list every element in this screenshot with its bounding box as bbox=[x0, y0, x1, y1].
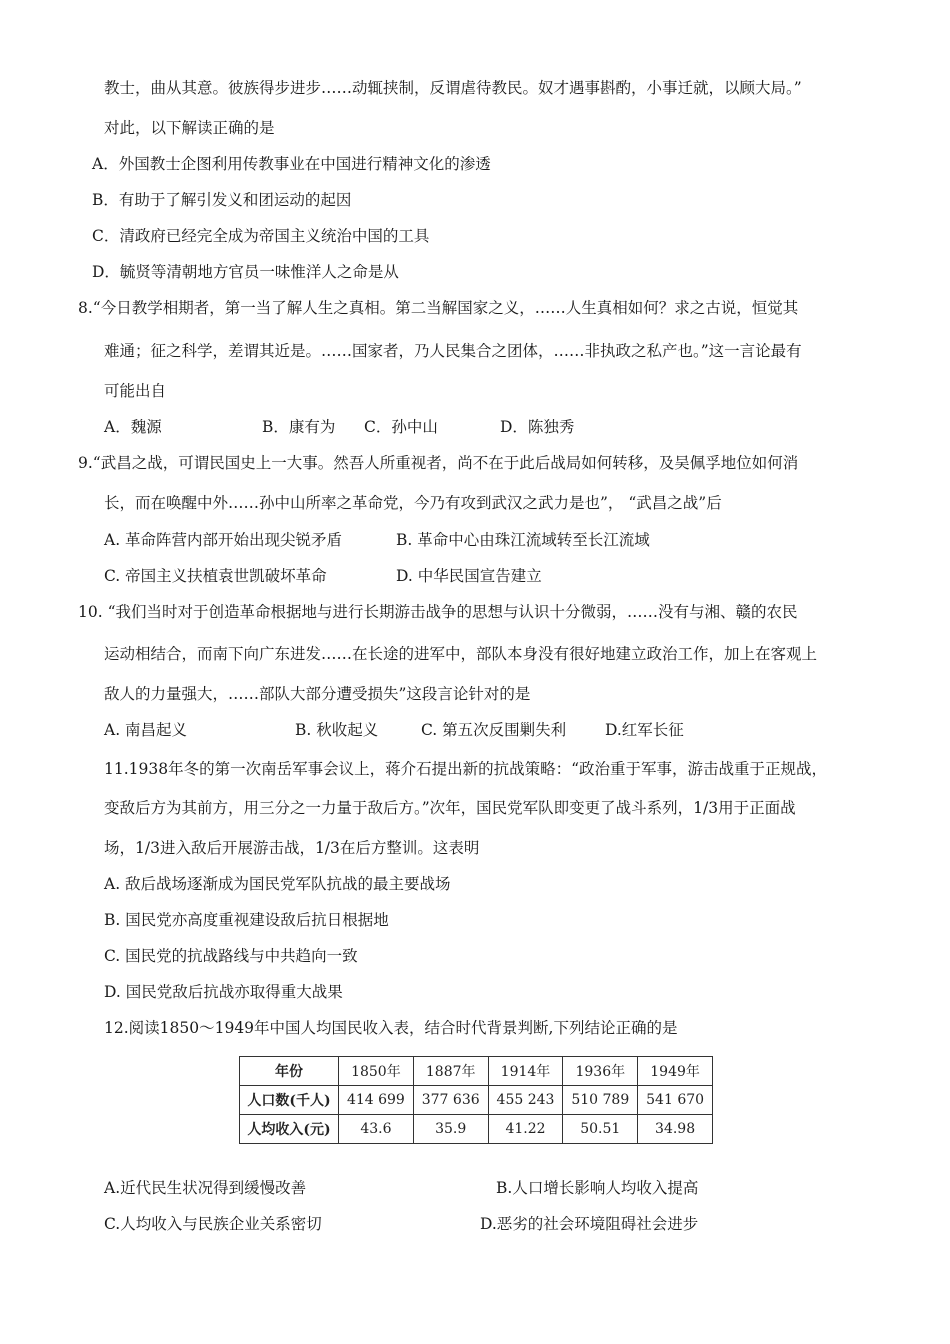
table-row bbox=[240, 1086, 713, 1115]
income-table bbox=[239, 1056, 713, 1144]
table-cell: 1887年 bbox=[413, 1057, 488, 1086]
q8-options-row bbox=[104, 417, 574, 437]
q8-option-c[interactable]: C．孙中山 bbox=[364, 418, 438, 436]
table-cell: 1936年 bbox=[563, 1057, 638, 1086]
q7-option-d[interactable]: D．毓贤等清朝地方官员一味惟洋人之命是从 bbox=[92, 263, 399, 281]
q10-option-b[interactable]: B. 秋收起义 bbox=[295, 721, 379, 739]
q7-option-b[interactable]: B．有助于了解引发义和团运动的起因 bbox=[92, 191, 352, 209]
table-cell: 455 243 bbox=[488, 1086, 563, 1115]
q9-stem-line-2: 长，而在唤醒中外……孙中山所率之革命党，今乃有攻到武汉之武力是也”， “武昌之战”后 bbox=[104, 494, 722, 512]
q11-option-b[interactable]: B. 国民党亦高度重视建设敌后抗日根据地 bbox=[104, 911, 389, 929]
q8-stem-line-2: 难通；征之科学，差谓其近是。……国家者，乃人民集合之团体，……非执政之私产也。”这一言论最有 bbox=[104, 342, 802, 360]
q11-stem-line-2: 变敌后方为其前方，用三分之一力量于敌后方。”次年，国民党军队即变更了战斗系列，1/3用于正面战 bbox=[104, 799, 796, 817]
q12-option-a[interactable]: A.近代民生状况得到缓慢改善 bbox=[104, 1179, 307, 1197]
q11-stem-line-1: 11.1938年冬的第一次南岳军事会议上，蒋介石提出新的抗战策略：“政治重于军事，游击战重于正规战， bbox=[104, 760, 828, 778]
q12-option-b[interactable]: B.人口增长影响人均收入提高 bbox=[496, 1179, 699, 1197]
q7-option-a[interactable]: A．外国教士企图利用传教事业在中国进行精神文化的渗透 bbox=[92, 155, 491, 173]
q7-option-c[interactable]: C．清政府已经完全成为帝国主义统治中国的工具 bbox=[92, 227, 430, 245]
table-cell: 35.9 bbox=[413, 1115, 488, 1144]
q12-stem: 12.阅读1850～1949年中国人均国民收入表，结合时代背景判断,下列结论正确的是 bbox=[104, 1019, 678, 1037]
table-cell: 50.51 bbox=[563, 1115, 638, 1144]
table-cell: 414 699 bbox=[339, 1086, 414, 1115]
q12-options-row-2 bbox=[104, 1214, 698, 1234]
table-cell: 541 670 bbox=[638, 1086, 713, 1115]
q9-options-row-1 bbox=[104, 530, 650, 550]
table-row bbox=[240, 1115, 713, 1144]
q10-option-d[interactable]: D.红军长征 bbox=[605, 721, 684, 739]
table-row bbox=[240, 1057, 713, 1086]
table-header-cell: 年份 bbox=[240, 1057, 339, 1086]
q9-option-d[interactable]: D. 中华民国宣告建立 bbox=[396, 567, 542, 585]
q10-stem-line-1: 10. “我们当时对于创造革命根据地与进行长期游击战争的思想与认识十分微弱，……没有与湘、赣的农民 bbox=[78, 603, 798, 621]
q7-quote-continuation: 教士，曲从其意。彼族得步进步……动辄挟制，反谓虐待教民。奴才遇事斟酌，小事迁就，以顾大局。” bbox=[104, 79, 802, 97]
table-cell: 1914年 bbox=[488, 1057, 563, 1086]
table-header-cell: 人口数(千人) bbox=[240, 1086, 339, 1115]
q12-options-row-1 bbox=[104, 1178, 698, 1198]
q11-option-c[interactable]: C. 国民党的抗战路线与中共趋向一致 bbox=[104, 947, 358, 965]
q9-stem-line-1: 9.“武昌之战，可谓民国史上一大事。然吾人所重视者，尚不在于此后战局如何转移，及吴佩孚地位如何消 bbox=[78, 454, 799, 472]
table-header-cell: 人均收入(元) bbox=[240, 1115, 339, 1144]
q8-option-b[interactable]: B．康有为 bbox=[262, 418, 336, 436]
table-cell: 1949年 bbox=[638, 1057, 713, 1086]
table-cell: 34.98 bbox=[638, 1115, 713, 1144]
q9-option-a[interactable]: A. 革命阵营内部开始出现尖锐矛盾 bbox=[104, 531, 343, 549]
table-cell: 1850年 bbox=[339, 1057, 414, 1086]
q10-options-row bbox=[104, 720, 684, 740]
q9-option-c[interactable]: C. 帝国主义扶植袁世凯破坏革命 bbox=[104, 567, 327, 585]
table-cell: 41.22 bbox=[488, 1115, 563, 1144]
q12-option-c[interactable]: C.人均收入与民族企业关系密切 bbox=[104, 1215, 322, 1233]
q9-options-row-2 bbox=[104, 566, 542, 586]
q11-option-a[interactable]: A. 敌后战场逐渐成为国民党军队抗战的最主要战场 bbox=[104, 875, 451, 893]
q11-stem-line-3: 场，1/3进入敌后开展游击战，1/3在后方整训。这表明 bbox=[104, 839, 480, 857]
q10-option-c[interactable]: C. 第五次反围剿失利 bbox=[421, 721, 567, 739]
table-cell: 377 636 bbox=[413, 1086, 488, 1115]
q11-option-d[interactable]: D. 国民党敌后抗战亦取得重大战果 bbox=[104, 983, 343, 1001]
q9-option-b[interactable]: B. 革命中心由珠江流域转至长江流域 bbox=[396, 531, 650, 549]
q8-option-d[interactable]: D．陈独秀 bbox=[500, 418, 575, 436]
q10-stem-line-3: 敌人的力量强大，……部队大部分遭受损失”这段言论针对的是 bbox=[104, 685, 531, 703]
table-cell: 43.6 bbox=[339, 1115, 414, 1144]
q8-stem-line-1: 8.“今日教学相期者，第一当了解人生之真相。第二当解国家之义，……人生真相如何？求之古说，恒觉其 bbox=[78, 299, 799, 317]
q10-stem-line-2: 运动相结合，而南下向广东进发……在长途的进军中，部队本身没有很好地建立政治工作，加上在客观上 bbox=[104, 645, 818, 663]
q10-option-a[interactable]: A. 南昌起义 bbox=[104, 721, 188, 739]
table-cell: 510 789 bbox=[563, 1086, 638, 1115]
q12-option-d[interactable]: D.恶劣的社会环境阻碍社会进步 bbox=[480, 1215, 699, 1233]
q8-stem-line-3: 可能出自 bbox=[104, 382, 167, 400]
q7-stem-end: 对此，以下解读正确的是 bbox=[104, 119, 275, 137]
q8-option-a[interactable]: A．魏源 bbox=[104, 418, 162, 436]
